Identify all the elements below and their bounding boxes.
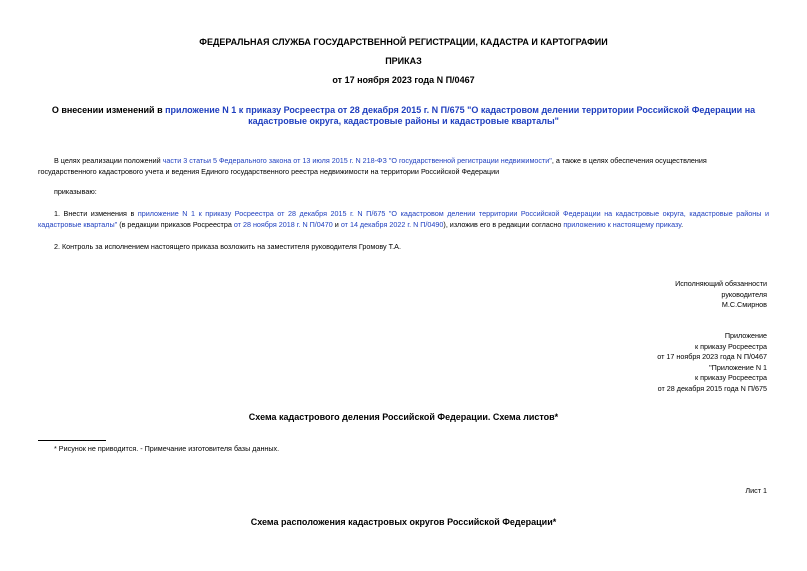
preamble-prefix: В целях реализации положений [54, 156, 163, 165]
item-1-mid2: и [332, 220, 341, 229]
footnote-divider [38, 440, 106, 441]
scheme-title: Схема кадастрового деления Российской Федерации. Схема листов* [248, 412, 559, 422]
footnote: * Рисунок не приводится. - Примечание изготовителя базы данных. [54, 444, 280, 453]
title-link[interactable]: приложение N 1 к приказу Росреестра от 28 декабря 2015 г. N П/675 "О кадастровом делении территории Российской Федерации на кадастровые округа, кадастровые районы и кадастровые кварталы" [165, 105, 756, 126]
item-1-mid3: ), изложив его в редакции согласно [443, 220, 564, 229]
signature-role: руководителя [721, 289, 767, 299]
sheet-label: Лист 1 [745, 486, 767, 495]
document-date-number: от 17 ноября 2023 года N П/0467 [332, 75, 475, 85]
agency-heading: ФЕДЕРАЛЬНАЯ СЛУЖБА ГОСУДАРСТВЕННОЙ РЕГИСТРАЦИИ, КАДАСТРА И КАРТОГРАФИИ [199, 37, 608, 47]
document-type: ПРИКАЗ [385, 56, 422, 66]
document-title [50, 105, 757, 127]
item-1-annex-link[interactable]: приложению к настоящему приказу [563, 220, 682, 229]
order-word: приказываю: [54, 187, 97, 196]
scheme-2-title: Схема расположения кадастровых округов Российской Федерации* [250, 517, 557, 527]
law-link[interactable]: части 3 статьи 5 Федерального закона от 13 июля 2015 г. N 218-ФЗ "О государственной регистрации недвижимости" [162, 156, 552, 165]
appendix-line-5: к приказу Росреестра [694, 373, 767, 382]
item-1 [38, 208, 769, 230]
item-2: 2. Контроль за исполнением настоящего приказа возложить на заместителя руководителя Громову Т.А. [54, 242, 401, 251]
appendix-line-6: от 28 декабря 2015 года N П/675 [657, 383, 767, 393]
appendix-line-1: Приложение [724, 331, 767, 340]
appendix-block [657, 331, 767, 394]
appendix-line-4: "Приложение N 1 [709, 362, 767, 372]
appendix-line-3: от 17 ноября 2023 года N П/0467 [657, 352, 767, 361]
item-1-end: . [681, 220, 684, 229]
signature-block [675, 279, 767, 311]
item-1-appendix-link[interactable]: приложение N 1 к приказу Росреестра от 28 декабря 2015 г. N П/675 "О кадастровом делении территории Российской Федерации на кадастровые округа, кадастровые районы и кадастровые кварталы" [38, 209, 769, 229]
item-1-order-2018-link[interactable]: от 28 ноября 2018 г. N П/0470 [233, 220, 333, 229]
item-1-order-2022-link[interactable]: от 14 декабря 2022 г. N П/0490 [340, 220, 444, 229]
title-prefix: О внесении изменений в [51, 105, 166, 115]
signature-name: М.С.Смирнов [721, 300, 767, 309]
item-1-prefix: 1. Внести изменения в [54, 209, 138, 218]
appendix-line-2: к приказу Росреестра [694, 341, 767, 351]
preamble-paragraph [38, 155, 767, 177]
preamble-suffix: , а также в целях обеспечения осуществления государственного кадастрового учета и ведения Единого государственного реестра недвижимости на территории Российской Федерации [38, 156, 707, 176]
signature-position: Исполняющий обязанности [675, 279, 767, 288]
item-1-mid1: (в редакции приказов Росреестра [117, 220, 234, 229]
